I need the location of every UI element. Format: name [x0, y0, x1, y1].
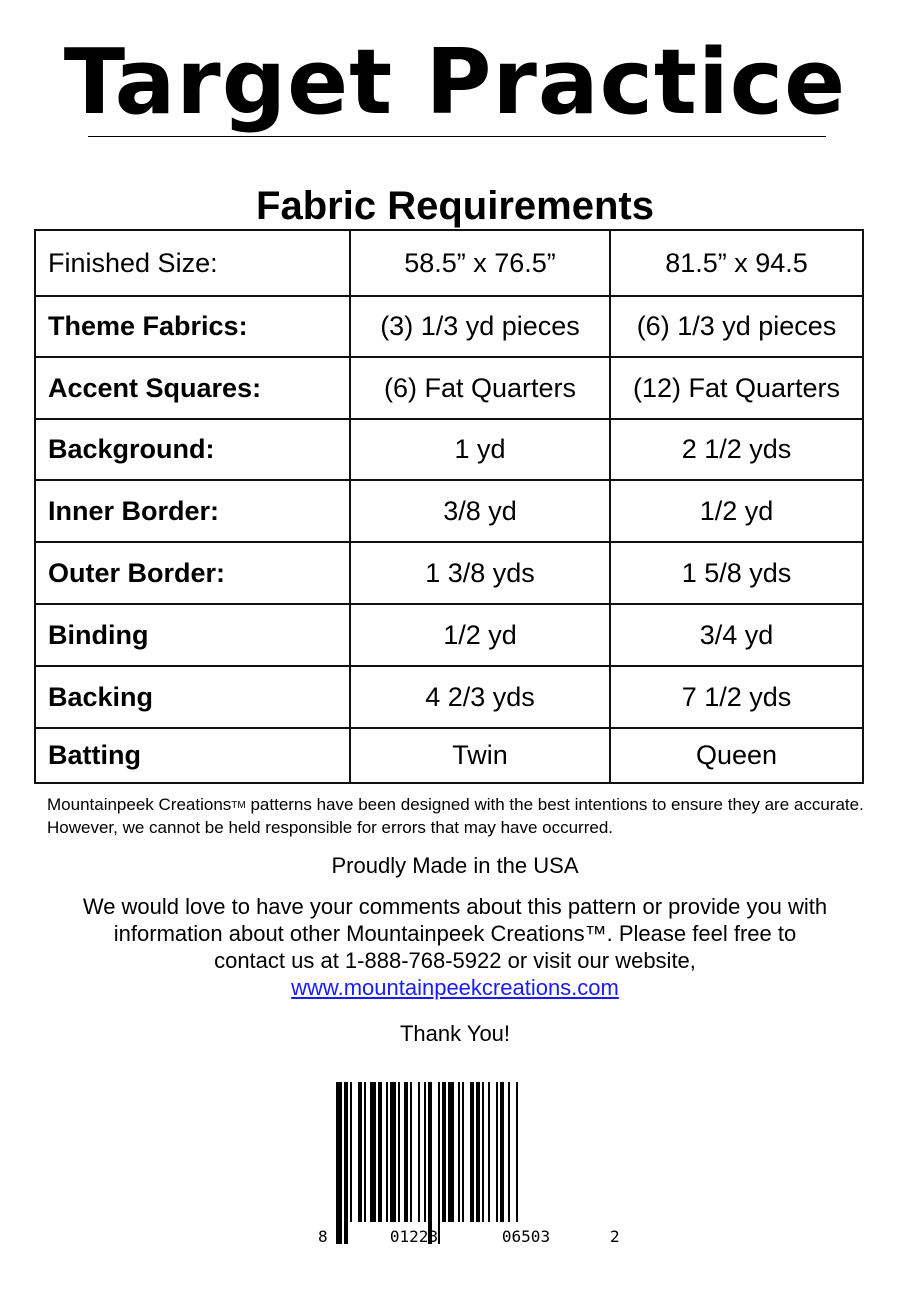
row-label: Background: [35, 419, 350, 480]
barcode-bar [390, 1082, 396, 1222]
barcode-bar [470, 1082, 474, 1222]
cell-size-1: 1/2 yd [350, 604, 610, 666]
comments-line: We would love to have your comments about this pattern or provide you with [82, 894, 828, 919]
table-row [35, 604, 863, 666]
title-underline [88, 136, 826, 137]
barcode-bar [462, 1082, 464, 1222]
cell-size-2: 3/4 yd [610, 604, 863, 666]
cell-size-1: 58.5” x 76.5” [350, 230, 610, 296]
barcode-bar [428, 1082, 432, 1244]
cell-size-2: 81.5” x 94.5 [610, 230, 863, 296]
cell-size-2: 1/2 yd [610, 480, 863, 542]
row-label: Batting [35, 728, 350, 783]
barcode-bar [404, 1082, 408, 1222]
cell-size-1: (3) 1/3 yd pieces [350, 296, 610, 357]
barcode-bar [344, 1082, 348, 1244]
cell-size-2: (12) Fat Quarters [610, 357, 863, 419]
row-label: Inner Border: [35, 480, 350, 542]
barcode-bar [482, 1082, 484, 1222]
table-row [35, 542, 863, 604]
row-label: Backing [35, 666, 350, 728]
barcode-bar [500, 1082, 504, 1222]
cell-size-2: 2 1/2 yds [610, 419, 863, 480]
row-label: Binding [35, 604, 350, 666]
table-row [35, 230, 863, 296]
cell-size-1: 1 yd [350, 419, 610, 480]
row-label: Accent Squares: [35, 357, 350, 419]
cell-size-1: 4 2/3 yds [350, 666, 610, 728]
disclaimer-body: patterns have been designed with the best intentions to ensure they are accurate. However, we cannot be held responsible for errors that may have occurred. [47, 795, 864, 837]
cell-size-1: 1 3/8 yds [350, 542, 610, 604]
barcode-bar [488, 1082, 490, 1222]
barcode-bar [496, 1082, 498, 1222]
barcode-bar [398, 1082, 400, 1222]
thank-you: Thank You! [399, 1021, 511, 1046]
row-label: Outer Border: [35, 542, 350, 604]
cell-size-1: Twin [350, 728, 610, 783]
cell-size-2: 1 5/8 yds [610, 542, 863, 604]
barcode-bars [336, 1082, 518, 1244]
cell-size-2: Queen [610, 728, 863, 783]
barcode-bar [364, 1082, 366, 1222]
comments-line: information about other Mountainpeek Creations™. Please feel free to [113, 921, 797, 946]
table-row [35, 419, 863, 480]
barcode-bar [370, 1082, 376, 1222]
brand-name: Mountainpeek Creations [47, 795, 232, 814]
comments-paragraph [0, 893, 910, 1001]
cell-size-2: (6) 1/3 yd pieces [610, 296, 863, 357]
barcode-bar [358, 1082, 362, 1222]
website-link[interactable]: www.mountainpeekcreations.com [291, 975, 619, 1000]
table-row [35, 296, 863, 357]
barcode-bar [476, 1082, 480, 1222]
barcode-bar [378, 1082, 382, 1222]
cell-size-2: 7 1/2 yds [610, 666, 863, 728]
made-in-usa: Proudly Made in the USA [331, 853, 579, 878]
fabric-requirements-table [34, 229, 864, 784]
cell-size-1: 3/8 yd [350, 480, 610, 542]
table-row [35, 666, 863, 728]
page-title: Target Practice [63, 30, 847, 135]
disclaimer-text [47, 794, 877, 839]
table-row [35, 480, 863, 542]
barcode-bar [410, 1082, 412, 1222]
barcode-bar [516, 1082, 518, 1222]
barcode-digit-first: 8 [318, 1227, 328, 1246]
barcode-bar [508, 1082, 510, 1222]
barcode-bar [418, 1082, 420, 1222]
barcode-bar [442, 1082, 446, 1222]
row-label: Theme Fabrics: [35, 296, 350, 357]
comments-line: contact us at 1-888-768-5922 or visit our website, [214, 948, 696, 973]
barcode-digits-left: 01223 [389, 1227, 439, 1246]
barcode-bar [386, 1082, 388, 1222]
table-row [35, 728, 863, 783]
cell-size-1: (6) Fat Quarters [350, 357, 610, 419]
barcode-bar [336, 1082, 342, 1244]
table-row [35, 357, 863, 419]
section-heading: Fabric Requirements [256, 184, 654, 228]
barcode-bar [448, 1082, 454, 1222]
barcode-bar [438, 1082, 440, 1244]
barcode-bar [350, 1082, 352, 1222]
barcode-bar [458, 1082, 460, 1222]
upc-barcode [310, 1082, 630, 1252]
row-label: Finished Size: [35, 230, 350, 296]
trademark-mark: TM [231, 800, 246, 811]
barcode-digits-right: 06503 [501, 1227, 551, 1246]
barcode-digit-last: 2 [610, 1227, 620, 1246]
barcode-bar [424, 1082, 426, 1222]
